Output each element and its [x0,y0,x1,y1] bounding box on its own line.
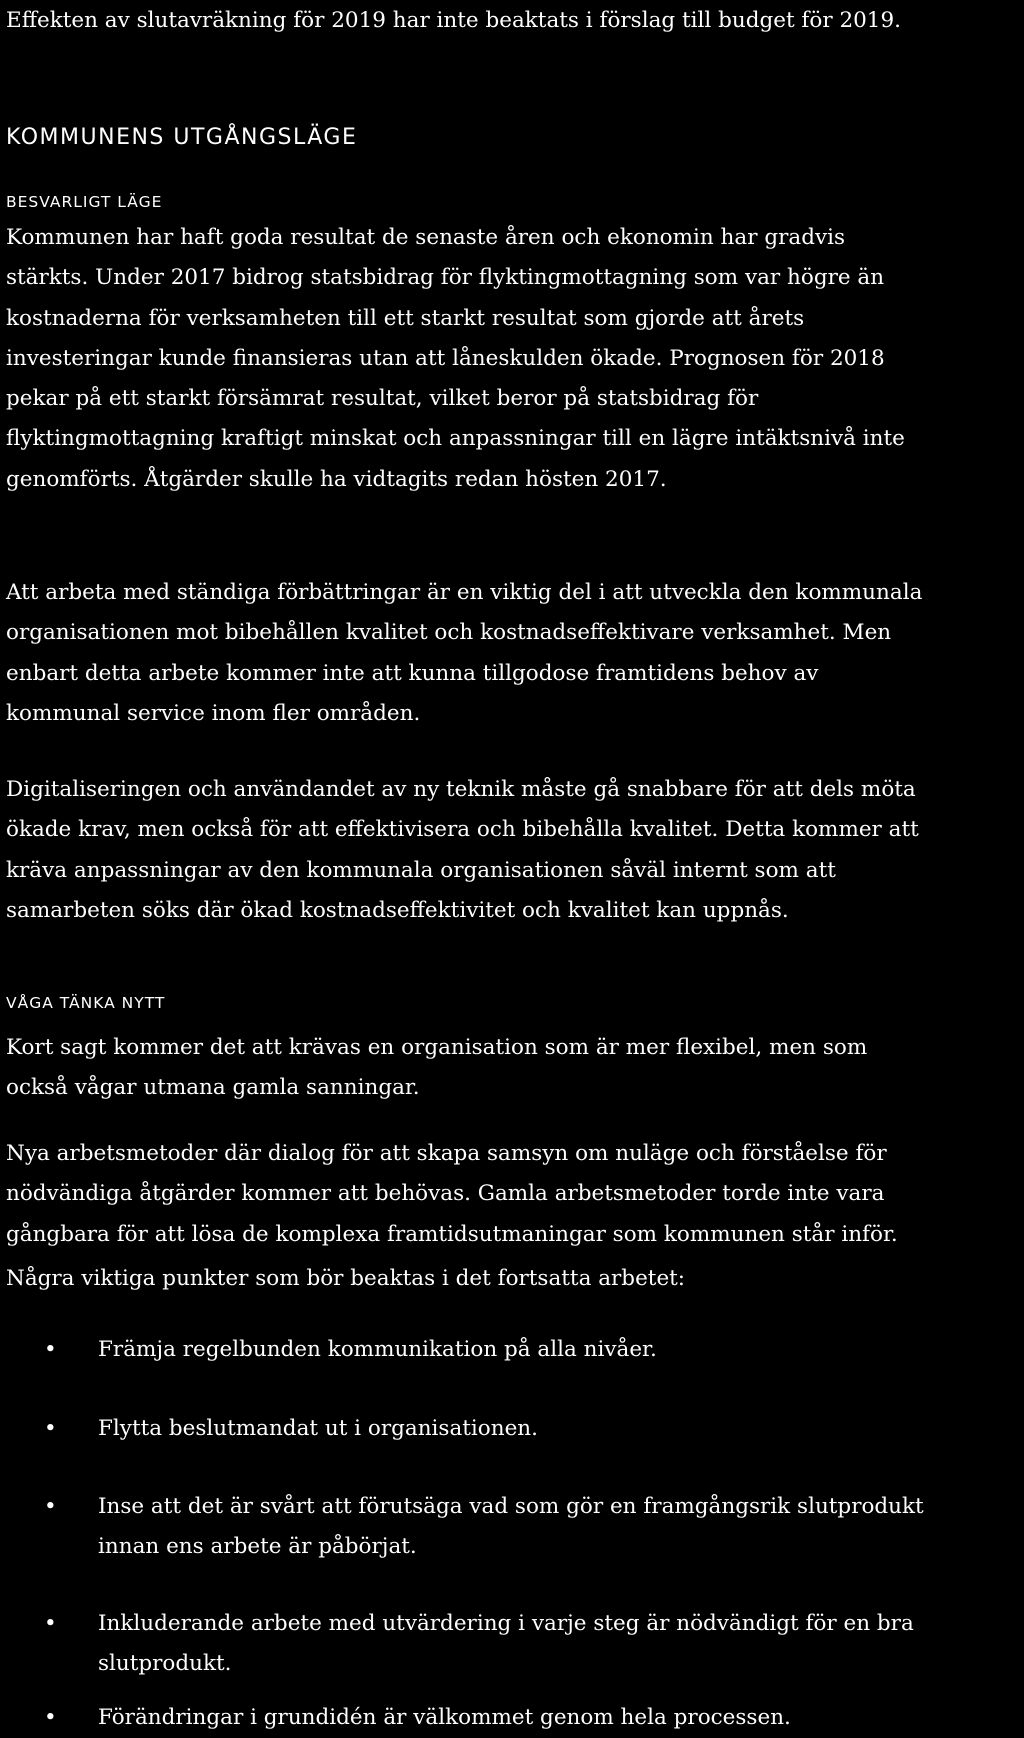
text-line: Några viktiga punkter som bör beaktas i det fortsatta arbetet: [6,1266,686,1291]
text-line: Främja regelbunden kommunikation på alla nivåer. [98,1337,657,1362]
text-line: ökade krav, men också för att effektivisera och bibehålla kvalitet. Detta kommer att [6,817,919,843]
bullet-icon: • [44,1705,57,1730]
text-line: Inkluderande arbete med utvärdering i varje steg är nödvändigt för en bra [98,1611,914,1636]
text-line: organisationen mot bibehållen kvalitet och kostnadseffektivare verksamhet. Men [6,620,892,646]
paragraph-economy [6,218,905,500]
text-line: också vågar utmana gamla sanningar. [6,1075,420,1101]
list-item-text [98,1604,914,1685]
text-line: Att arbeta med ständiga förbättringar är en viktig del i att utveckla den kommunala [6,580,923,605]
text-line: nödvändiga åtgärder kommer att behövas. Gamla arbetsmetoder torde inte vara [6,1181,885,1207]
list-item-text [98,1487,924,1568]
bullet-icon: • [44,1494,57,1519]
text-line: investeringar kunde finansieras utan att låneskulden ökade. Prognosen för 2018 [6,345,885,371]
intro-line: Effekten av slutavräkning för 2019 har inte beaktats i förslag till budget för 2019. [6,8,901,33]
section-title-kommunens-utgangslage: KOMMUNENS UTGÅNGSLÄGE [6,125,358,150]
text-line: gångbara för att lösa de komplexa framtidsutmaningar som kommunen står inför. [6,1221,898,1247]
list-item-text [98,1409,538,1449]
text-line: pekar på ett starkt försämrat resultat, vilket beror på statsbidrag för [6,386,759,412]
text-line: samarbeten söks där ökad kostnadseffektivitet och kvalitet kan uppnås. [6,897,789,923]
text-line: kräva anpassningar av den kommunala organisationen såväl internt som att [6,857,836,883]
text-line: flyktingmottagning kraftigt minskat och anpassningar till en lägre intäktsnivå inte [6,426,905,452]
text-line: innan ens arbete är påbörjat. [98,1534,417,1560]
text-line: Nya arbetsmetoder där dialog för att skapa samsyn om nuläge och förståelse för [6,1141,887,1166]
text-line: Förändringar i grundidén är välkommet genom hela processen. [98,1705,791,1730]
list-item-text [98,1330,657,1370]
text-line: Digitaliseringen och användandet av ny teknik måste gå snabbare för att dels möta [6,777,916,802]
subheading-besvarligt-lage: BESVARLIGT LÄGE [6,193,163,211]
paragraph-bullet-intro [6,1259,685,1299]
bullet-icon: • [44,1611,57,1636]
text-line: kostnaderna för verksamheten till ett starkt resultat som gjorde att årets [6,305,805,331]
text-line: Inse att det är svårt att förutsäga vad som gör en framgångsrik slutprodukt [98,1494,924,1519]
bullet-icon: • [44,1416,57,1441]
bullet-icon: • [44,1337,57,1362]
paragraph-flexible-organisation [6,1028,867,1109]
paragraph-digitalization [6,770,919,931]
text-line: Flytta beslutmandat ut i organisationen. [98,1416,538,1441]
text-line: Kommunen har haft goda resultat de senaste åren och ekonomin har gradvis [6,225,846,250]
text-line: slutprodukt. [98,1651,232,1677]
text-line: kommunal service inom fler områden. [6,700,421,726]
paragraph-improvements [6,573,922,734]
subheading-vaga-tanka-nytt: VÅGA TÄNKA NYTT [6,994,166,1012]
text-line: Kort sagt kommer det att krävas en organisation som är mer flexibel, men som [6,1035,868,1060]
text-line: enbart detta arbete kommer inte att kunna tillgodose framtidens behov av [6,660,819,686]
list-item-text [98,1698,791,1738]
paragraph-work-methods [6,1134,898,1255]
text-line: genomförts. Åtgärder skulle ha vidtagits redan hösten 2017. [6,466,667,492]
text-line: stärkts. Under 2017 bidrog statsbidrag för flyktingmottagning som var högre än [6,265,885,291]
